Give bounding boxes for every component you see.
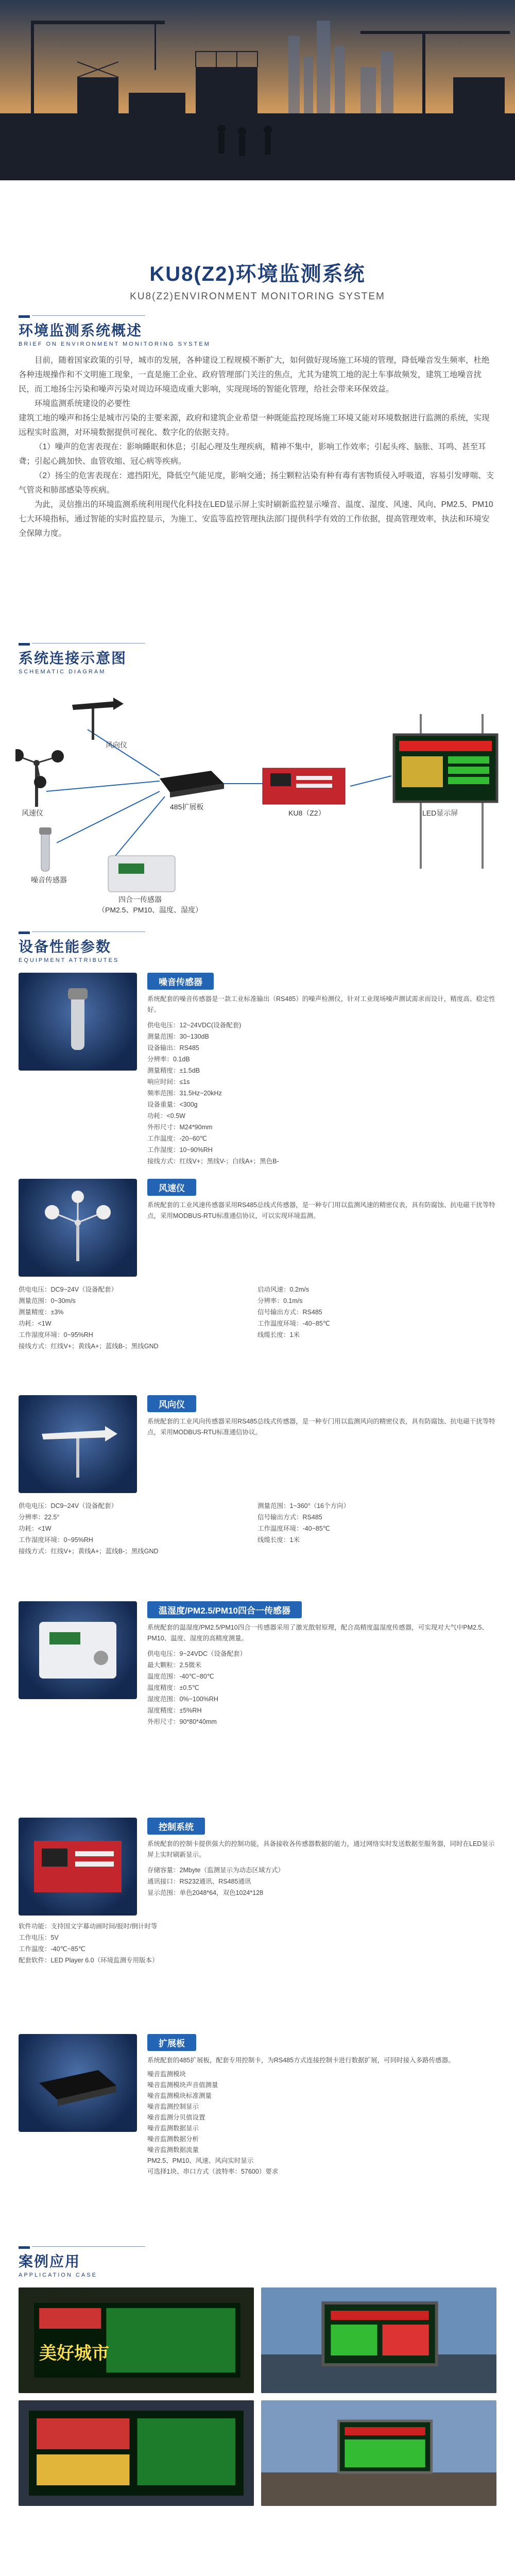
spec-item: 频率范围：31.5Hz~20kHz — [147, 1090, 222, 1097]
list-item: 噪音监测分贝值设置 — [147, 2114, 205, 2121]
four-in-one-image — [19, 1601, 137, 1699]
noise-sensor-icon — [39, 827, 52, 871]
spec-item: 供电电压：DC9~24V（设备配套） — [19, 1502, 118, 1510]
controller-specs-b — [19, 1921, 496, 1966]
spec-item: 测量精度：±3% — [19, 1309, 64, 1316]
four-in-one-specs — [147, 1648, 496, 1727]
wind-vane-icon — [72, 698, 124, 740]
spec-item: 测量范围：0~30m/s — [19, 1297, 76, 1304]
page-title: KU8(Z2)环境监测系统 — [149, 263, 366, 285]
heading-line — [32, 315, 145, 316]
spec-item: 信号输出方式：RS485 — [258, 1514, 322, 1521]
spec-item: 工作湿度环境：0~95%RH — [19, 1331, 93, 1338]
spec-item: 分辨率：0.1m/s — [258, 1297, 303, 1304]
spec-item: 工作温度：-40℃~85℃ — [19, 1945, 85, 1953]
diagram-heading — [19, 647, 515, 673]
cases-title-en: APPLICATION CASE — [19, 2272, 97, 2278]
overview-paragraph: （2）扬尘的危害表现在：遮挡阳光，降低空气能见度，影响交通；扬尘颗粒沾染有种有毒有害物质侵入呼吸道，容易引发哮喘、支气管炎和肺部感染等疾病。 — [19, 471, 494, 495]
overview-paragraph: 环境监测系统建设的必要性 — [35, 399, 131, 408]
label-noise-sensor: 噪音传感器 — [31, 876, 67, 884]
params-title: 设备性能参数 — [19, 939, 112, 955]
list-item: 噪音监测模块 — [147, 2071, 186, 2078]
extender-tag: 扩展板 — [147, 2034, 196, 2051]
heading-line — [32, 2246, 145, 2247]
noise-sensor-tag: 噪音传感器 — [147, 973, 214, 990]
spec-item: 外形尺寸：M24*90mm — [147, 1124, 213, 1131]
label-wind-speed: 风速仪 — [22, 809, 43, 817]
controller-tag: 控制系统 — [147, 1818, 205, 1835]
anemometer-image — [19, 1179, 137, 1277]
spec-item: 测量精度：±1.5dB — [147, 1067, 200, 1074]
controller-card-image — [19, 1818, 137, 1916]
spec-item: 接线方式：红线V+；黑线V-；白线A+；黑色B- — [147, 1158, 279, 1165]
param-four-in-one — [19, 1601, 496, 1818]
wind-speed-specs — [19, 1284, 496, 1352]
spec-item: 湿度范围：0%~100%RH — [147, 1696, 218, 1703]
spec-item: 分辨率：22.5° — [19, 1514, 60, 1521]
page-subtitle: KU8(Z2)ENVIRONMENT MONITORING SYSTEM — [130, 291, 385, 302]
led-display-icon — [394, 714, 497, 869]
param-noise-sensor — [19, 973, 496, 1179]
wind-direction-desc: 系统配套的工业风向传感器采用RS485总线式传感器，是一种专门用以监测风向的精密仪表，具有防腐蚀、抗电磁干扰等特点，采用MODBUS-RTU标准通信协议。 — [147, 1418, 495, 1436]
controller-specs-a — [147, 1865, 496, 1899]
heading-line — [32, 931, 145, 932]
param-wind-speed — [19, 1179, 496, 1395]
params-title-en: EQUIPMENT ATTRIBUTES — [19, 957, 119, 963]
list-item: PM2.5、PM10、风速、风向实时显示 — [147, 2157, 254, 2164]
diagram-title-en: SCHEMATIC DIAGRAM — [19, 669, 106, 675]
extender-board-icon — [160, 771, 224, 798]
extender-desc: 系统配套的485扩展板，配套专用控制卡，为RS485方式连接控制卡进行数据扩展，可同时接入多路传感器。 — [147, 2057, 455, 2064]
wind-speed-desc: 系统配套的工业风速传感器采用RS485总线式传感器，是一种专门用以监测风速的精密仪表，具有防腐蚀、抗电磁干扰等特点，采用MODBUS-RTU标准通信协议，可以实现环境监测。 — [147, 1201, 495, 1219]
overview-paragraph: 目前，随着国家政策的引导，城市的发展，各种建设工程规模不断扩大，如何做好现场施工环境的管理，降低噪音发生频率，杜绝各种违规操作和不文明施工现象，一直是施工企业、政府管理部门关注的焦点，尤其为建筑工地的泥土车事故频发，建筑工地噪音扰民，而工地扬尘污染和噪声污染对周边环境造成重大影响，实现现场的智能化管理，给社会带来环保效益。 — [19, 356, 490, 394]
spec-item: 存储容量：2Mbyte（监测显示为动态区域方式） — [147, 1867, 284, 1874]
heading-bar — [19, 643, 30, 646]
spec-item: 供电电压：12~24VDC(设备配套) — [147, 1022, 242, 1029]
cases-title: 案例应用 — [19, 2253, 81, 2269]
title-block — [0, 180, 515, 314]
case-photo — [19, 2400, 254, 2506]
case-photo — [261, 2400, 496, 2506]
wind-vane-image — [19, 1395, 137, 1493]
spec-item: 分辨率：0.1dB — [147, 1056, 190, 1063]
heading-bar — [19, 315, 30, 318]
overview-paragraph: 为此，灵信推出的环境监测系统利用现代化科技在LED显示屏上实时刷新监控显示噪音、温度、湿度、风速、风向、PM2.5、PM10七大环境指标，通过智能的实时监控显示，为施工、安监等监控管理执法部门提供科学有效的工作依据，提高管理效率，执法和环境安全保障力度。 — [19, 500, 493, 538]
spec-item: 工作湿度环境：0~95%RH — [19, 1536, 93, 1544]
params-heading — [19, 936, 515, 961]
hero-banner — [0, 0, 515, 180]
case-photo — [261, 2287, 496, 2393]
label-led-display: LED显示屏 — [422, 809, 458, 817]
case-screen-text: 美好城市 — [39, 2344, 109, 2363]
noise-sensor-desc: 系统配套的噪音传感器是一款工业标准输出（RS485）的噪声检测仪，针对工业现场噪声测试需求而设计，精度高、稳定性好。 — [147, 995, 495, 1013]
diagram-title: 系统连接示意图 — [19, 650, 127, 666]
schematic-diagram — [15, 673, 500, 915]
four-in-one-sensor-icon — [108, 856, 175, 892]
list-item: 噪音监测数据分析 — [147, 2136, 199, 2143]
list-item: 噪音监测控制显示 — [147, 2103, 199, 2110]
spec-item: 温度精度：±0.5℃ — [147, 1684, 199, 1691]
spec-item: 功耗：<0.5W — [147, 1112, 185, 1120]
controller-card-icon — [263, 768, 345, 804]
spec-item: 功耗：<1W — [19, 1320, 52, 1327]
spec-item: 线缆长度：1米 — [258, 1536, 300, 1544]
spec-item: 工作温度环境：-40~85℃ — [258, 1525, 330, 1532]
overview-paragraph: 建筑工地的噪声和扬尘是城市污染的主要来源，政府和建筑企业希望一种既能监控现场施工环境又能对环境数据进行监测的系统，实现远程实时监测，对环境数据提供可视化、数字化的依据支持。 — [19, 414, 490, 437]
wind-direction-tag: 风向仪 — [147, 1395, 196, 1412]
spec-item: 通讯接口：RS232通讯、RS485通讯 — [147, 1878, 251, 1885]
param-extender — [19, 2034, 496, 2240]
label-extender: 485扩展板 — [170, 803, 204, 811]
spec-item: 供电电压：9~24VDC（设备配套） — [147, 1650, 247, 1657]
spec-item: 响应时间：≤1s — [147, 1078, 190, 1086]
label-controller: KU8（Z2） — [288, 809, 325, 817]
list-item: 可选择1块、串口方式（波特率：57600）要求 — [147, 2168, 279, 2175]
spec-item: 工作湿度：10~90%RH — [147, 1146, 213, 1154]
overview-title-en: BRIEF ON ENVIRONMENT MONITORING SYSTEM — [19, 341, 211, 347]
list-item: 噪音监测数据流量 — [147, 2146, 199, 2154]
spec-item: 测量范围：1~360°（16个方向） — [258, 1502, 350, 1510]
wind-direction-specs — [19, 1500, 496, 1557]
spec-item: 接线方式：红线V+；黄线A+；蓝线B-；黑线GND — [19, 1548, 159, 1555]
noise-sensor-specs — [147, 1020, 496, 1167]
diagram-drawing — [15, 673, 500, 915]
overview-title: 环境监测系统概述 — [19, 323, 143, 338]
spec-item: 测量范围：30~130dB — [147, 1033, 209, 1040]
construction-skyline-image — [0, 0, 515, 180]
cases-heading — [19, 2250, 515, 2276]
noise-sensor-image — [19, 973, 137, 1071]
extender-board-image — [19, 2034, 137, 2132]
spec-item: 功耗：<1W — [19, 1525, 52, 1532]
case-gallery — [19, 2287, 496, 2506]
spec-item: 湿度精度：±5%RH — [147, 1707, 202, 1714]
heading-bar — [19, 931, 30, 934]
param-controller — [19, 1818, 496, 2034]
spec-item: 启动风速：0.2m/s — [258, 1286, 310, 1293]
four-in-one-tag: 温湿度/PM2.5/PM10四合一传感器 — [147, 1601, 302, 1618]
spec-item: 供电电压：DC9~24V（设备配套） — [19, 1286, 118, 1293]
params-list — [19, 973, 496, 2240]
spec-item: 软件功能：支持国文字幕动画时间/报时/倒计时等 — [19, 1923, 158, 1930]
wind-speed-tag: 风速仪 — [147, 1179, 196, 1196]
controller-desc: 系统配套的控制卡提供强大的控制功能，具备接收各传感器数据的能力，通过网络实时发送数据至服务器，同时在LED显示屏上实时刷新显示。 — [147, 1840, 495, 1858]
extender-list — [147, 2069, 496, 2177]
case-photo — [19, 2287, 254, 2393]
list-item: 噪音监测模块标准测量 — [147, 2092, 212, 2099]
spec-item: 线缆长度：1米 — [258, 1331, 300, 1338]
heading-bar — [19, 2246, 30, 2249]
spec-item: 显示范围：单色2048*64，双色1024*128 — [147, 1889, 264, 1896]
label-four-in-one: 四合一传感器 — [118, 895, 162, 904]
overview-heading — [19, 319, 515, 345]
spec-item: 工作温度环境：-40~85℃ — [258, 1320, 330, 1327]
spec-item: 配套软件：LED Player 6.0（环境监测专用版本） — [19, 1957, 159, 1964]
param-wind-direction — [19, 1395, 496, 1601]
label-wind-direction: 风向仪 — [106, 741, 127, 749]
four-in-one-desc: 系统配套的温湿度/PM2.5/PM10四合一传感器采用了激光散射原理，配合高精度温湿度传感器，可实现对大气中PM2.5、PM10、温度、湿度的高精度测量。 — [147, 1624, 488, 1642]
spec-item: 温度范围：-40℃~80℃ — [147, 1673, 214, 1680]
spec-item: 设备重量：<300g — [147, 1101, 198, 1108]
spec-item: 设备输出：RS485 — [147, 1044, 199, 1052]
label-four-in-one-detail: （PM2.5、PM10、温度、湿度） — [98, 906, 203, 914]
spec-item: 外形尺寸：90*80*40mm — [147, 1718, 217, 1725]
spec-item: 工作温度：-20~60℃ — [147, 1135, 207, 1142]
spec-item: 接线方式：红线V+；黄线A+；蓝线B-；黑线GND — [19, 1343, 159, 1350]
anemometer-icon — [15, 749, 64, 807]
spec-item: 工作电压：5V — [19, 1934, 59, 1941]
spec-item: 信号输出方式：RS485 — [258, 1309, 322, 1316]
list-item: 噪音监测数据显示 — [147, 2125, 199, 2132]
overview-paragraph: （1）噪声的危害表现在：影响睡眠和休息；引起心理及生理疾病，精神不集中，影响工作效率；引起头疼、脑胀、耳鸣、甚至耳聋；引起心跳加快、血管收缩、冠心病等疾病。 — [19, 443, 486, 466]
overview-text — [0, 353, 515, 647]
spec-item: 最大颗粒：2.5微米 — [147, 1662, 201, 1669]
list-item: 噪音监测模块声音值测量 — [147, 2081, 218, 2089]
